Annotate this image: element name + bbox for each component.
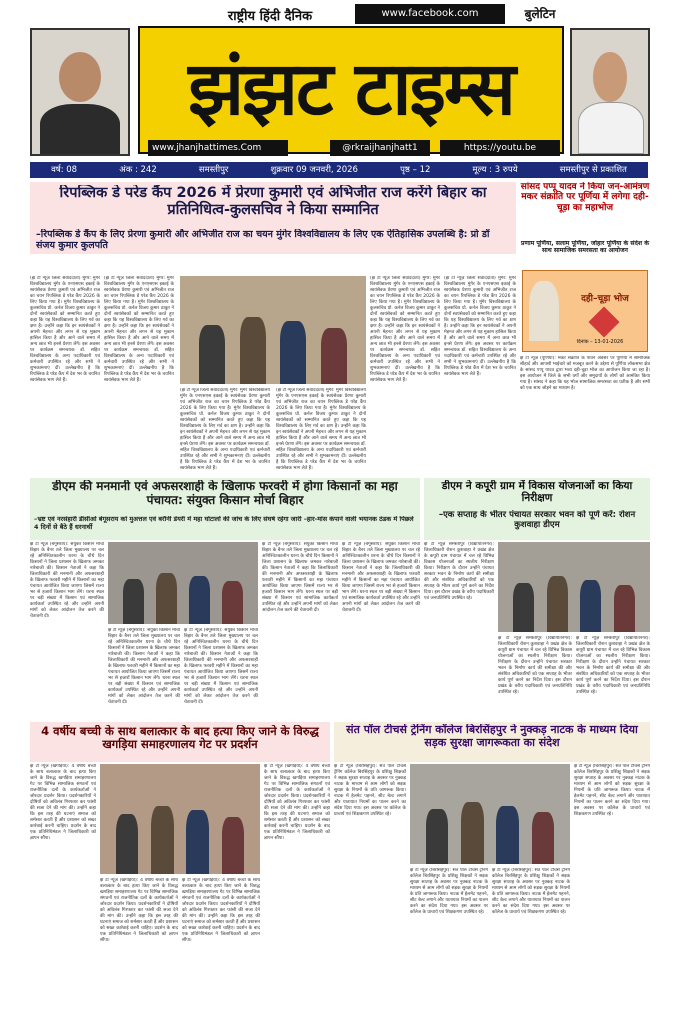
poster-person: [529, 281, 559, 341]
story3-photo: [108, 542, 258, 624]
bulletin-label: बुलेटिन: [524, 7, 556, 21]
story3-body: [30, 542, 420, 718]
story3-text-col5: झं टी न्यूज़ (बेगूसराय): संयुक्त किसान मोर्चा बिहार के बैनर तले जिला मुख्यालय पर चल रहे अनिश्चितकालीन धरना के चौथे दिन किसानों ने जिला प्रशासन के खिलाफ जमकर नारेबाजी की। किसान नेताओं ने कहा कि जिलाधिकारी की मनमानी और अफसरशाही के खिलाफ फरवरी महीने में किसानों का महा पंचायत आयोजित किया जाएगा जिसमें राज्य भर से हजारों किसान भाग लेंगे। धरना स्थल पर बड़ी संख्या में किसान एवं सामाजिक कार्यकर्ता उपस्थित रहे और उन्होंने अपनी मांगों को लेकर आंदोलन तेज करने की चेतावनी दी।: [342, 542, 420, 613]
story6-body: [334, 764, 650, 1020]
poster-kite: [588, 306, 619, 337]
editor-photo-right: [570, 28, 650, 156]
price: मूल्य : 3 रुपये: [472, 165, 518, 175]
story3-headline: डीएम की मनमानी एवं अफसरशाही के खिलाफ फरवरी में होगा किसानों का महा पंचायत: संयुक्त किसान मोर्चा बिहार: [52, 480, 398, 507]
masthead: [0, 0, 677, 160]
story1-headline: रिपब्लिक डे परेड कैंप 2026 में प्रेरणा कुमारी एवं अभिजीत राज करेंगे बिहार का प्रतिनिधित्व-कुलसचिव ने किया सम्मानित: [59, 185, 487, 218]
story1-text-col3: (झं टी न्यूज़ जिला संवाददाता) मुंगेर: मुंगेर विश्वविद्यालय मुंगेर के एनएसएस इकाई के स्वयंसेवक प्रेरणा कुमारी एवं अभिजीत राज का चयन रिपब्लिक डे परेड कैंप 2026 के लिए किया गया है। मुंगेर विश्वविद्यालय के कुलसचिव प्रो. कर्नल विजय कुमार ठाकुर ने दोनों स्वयंसेवकों को सम्मानित करते हुए कहा कि यह विश्वविद्यालय के लिए गर्व का क्षण है। उन्होंने कहा कि इन स्वयंसेवकों ने अपनी मेहनत और लगन से यह मुकाम हासिल किया है और आने वाले समय में अन्य छात्र भी इनसे प्रेरणा लेंगे। इस अवसर पर कार्यक्रम समन्वयक डॉ. सहित विश्वविद्यालय के अन्य पदाधिकारी एवं कर्मचारी उपस्थित रहे और सभी ने शुभकामनाएं दीं। उल्लेखनीय है कि रिपब्लिक डे परेड कैंप में देश भर के चयनित स्वयंसेवक भाग लेते हैं।: [180, 388, 270, 471]
volume-year: वर्ष: 08: [51, 165, 78, 175]
story5-headline: 4 वर्षीय बच्ची के साथ बलात्कार के बाद हत्या किए जाने के विरुद्ध खगड़िया समाहरणालय गेट पर प्रदर्शन: [41, 725, 319, 752]
story4-photo: [498, 542, 650, 632]
editor-photo-left: [30, 28, 130, 156]
website-link[interactable]: www.jhanjhattimes.Com: [148, 140, 288, 156]
story4-subhead: –एक सप्ताह के भीतर पंचायत सरकार भवन को पूर्ण करें: रोशन कुशवाहा डीएम: [438, 510, 636, 531]
twitter-handle[interactable]: @rkraijhanjhatt1: [330, 140, 430, 156]
page-count: पृष्ठ – 12: [400, 165, 431, 175]
story-republic-day: [30, 182, 516, 254]
story-kisan-morcha: [30, 478, 420, 540]
story1-subhead: –रिपब्लिक डे कैंप के लिए प्रेरणा कुमारी और अभिजीत राज का चयन मुंगेर विश्वविद्यालय के लिए एक ऐतिहासिक उपलब्धि है: प्रो डॉ संजय कुमार कुलपति: [36, 229, 490, 252]
youtube-link[interactable]: https://youtu.be: [440, 140, 560, 156]
story1-text-col2: (झं टी न्यूज़ जिला संवाददाता) मुंगेर: मुंगेर विश्वविद्यालय मुंगेर के एनएसएस इकाई के स्वयंसेवक प्रेरणा कुमारी एवं अभिजीत राज का चयन रिपब्लिक डे परेड कैंप 2026 के लिए किया गया है। मुंगेर विश्वविद्यालय के कुलसचिव प्रो. कर्नल विजय कुमार ठाकुर ने दोनों स्वयंसेवकों को सम्मानित करते हुए कहा कि यह विश्वविद्यालय के लिए गर्व का क्षण है। उन्होंने कहा कि इन स्वयंसेवकों ने अपनी मेहनत और लगन से यह मुकाम हासिल किया है और आने वाले समय में अन्य छात्र भी इनसे प्रेरणा लेंगे। इस अवसर पर कार्यक्रम समन्वयक डॉ. सहित विश्वविद्यालय के अन्य पदाधिकारी एवं कर्मचारी उपस्थित रहे और सभी ने शुभकामनाएं दीं। उल्लेखनीय है कि रिपब्लिक डे परेड कैंप में देश भर के चयनित स्वयंसेवक भाग लेते हैं।: [104, 276, 174, 383]
story4-headline: डीएम ने कपूरी ग्राम में विकास योजनाओं का किया निरीक्षण: [441, 480, 633, 505]
story1-photo: [180, 276, 366, 384]
story5-body: [30, 764, 330, 1020]
story-khagaria-protest: [30, 722, 330, 762]
story6-text-col4: झं टी न्यूज़ (बिरसिंहपुर): संत पॉल टीचर्स ट्रेनिंग कॉलेज बिरसिंहपुर के प्रशिक्षु शिक्षकों ने सड़क सुरक्षा सप्ताह के अवसर पर नुक्कड़ नाटक के माध्यम से आम लोगों को सड़क सुरक्षा के नियमों के प्रति जागरूक किया। नाटक में हेलमेट पहनने, सीट बेल्ट लगाने और यातायात नियमों का पालन करने का संदेश दिया गया। इस अवसर पर कॉलेज के प्राचार्य एवं शिक्षकगण उपस्थित रहे।: [574, 764, 650, 817]
story1-text-col5: (झं टी न्यूज़ जिला संवाददाता) मुंगेर: मुंगेर विश्वविद्यालय मुंगेर के एनएसएस इकाई के स्वयंसेवक प्रेरणा कुमारी एवं अभिजीत राज का चयन रिपब्लिक डे परेड कैंप 2026 के लिए किया गया है। मुंगेर विश्वविद्यालय के कुलसचिव प्रो. कर्नल विजय कुमार ठाकुर ने दोनों स्वयंसेवकों को सम्मानित करते हुए कहा कि यह विश्वविद्यालय के लिए गर्व का क्षण है। उन्होंने कहा कि इन स्वयंसेवकों ने अपनी मेहनत और लगन से यह मुकाम हासिल किया है और आने वाले समय में अन्य छात्र भी इनसे प्रेरणा लेंगे। इस अवसर पर कार्यक्रम समन्वयक डॉ. सहित विश्वविद्यालय के अन्य पदाधिकारी एवं कर्मचारी उपस्थित रहे और सभी ने शुभकामनाएं दीं। उल्लेखनीय है कि रिपब्लिक डे परेड कैंप में देश भर के चयनित स्वयंसेवक भाग लेते हैं।: [370, 276, 440, 383]
story2-text: झं टी न्यूज़ (पूर्णिया): मकर संक्रांति के पावन अवसर पर पूर्णिया में सामाजिक सौहार्द और आपसी भाईचारे को मजबूत करने के उद्देश्य से पूर्णिया लोकसभा क्षेत्र के सांसद पप्पू यादव द्वारा भव्य दही-चूड़ा भोज का आयोजन किया जा रहा है। इस आयोजन में जिले के सभी वर्गों और समुदायों के लोगों को आमंत्रित किया गया है। सांसद ने कहा कि यह भोज सामाजिक समरसता का प्रतीक है और सभी को एक साथ जोड़ने का माध्यम है।: [520, 356, 650, 391]
story4-text-col2: झं टी न्यूज़ समस्तीपुर (विद्यापतिनगर): जिलाधिकारी रोशन कुशवाहा ने प्रखंड क्षेत्र के कपूरी ग्राम पंचायत में चल रहे विभिन्न विकास योजनाओं का स्थलीय निरीक्षण किया। निरीक्षण के दौरान उन्होंने पंचायत सरकार भवन के निर्माण कार्य की समीक्षा की और संबंधित अधिकारियों को एक सप्ताह के भीतर कार्य पूर्ण करने का निर्देश दिया। इस दौरान प्रखंड के वरीय पदाधिकारी एवं जनप्रतिनिधि उपस्थित रहे।: [498, 636, 572, 695]
story3-text-col3: झं टी न्यूज़ (बेगूसराय): संयुक्त किसान मोर्चा बिहार के बैनर तले जिला मुख्यालय पर चल रहे अनिश्चितकालीन धरना के चौथे दिन किसानों ने जिला प्रशासन के खिलाफ जमकर नारेबाजी की। किसान नेताओं ने कहा कि जिलाधिकारी की मनमानी और अफसरशाही के खिलाफ फरवरी महीने में किसानों का महा पंचायत आयोजित किया जाएगा जिसमें राज्य भर से हजारों किसान भाग लेंगे। धरना स्थल पर बड़ी संख्या में किसान एवं सामाजिक कार्यकर्ता उपस्थित रहे और उन्होंने अपनी मांगों को लेकर आंदोलन तेज करने की चेतावनी दी।: [184, 628, 258, 705]
story-dm-inspection: [424, 478, 650, 540]
story-pappu-yadav: [520, 182, 650, 474]
story5-text-col3: झं टी न्यूज़ (खगड़िया): 4 वर्षीय बच्ची के साथ बलात्कार के बाद हत्या किए जाने के विरुद्ध खगड़िया समाहरणालय गेट पर विभिन्न सामाजिक संगठनों एवं राजनीतिक दलों के कार्यकर्ताओं ने जोरदार प्रदर्शन किया। प्रदर्शनकारियों ने दोषियों को अविलंब गिरफ्तार कर फांसी की सजा देने की मांग की। उन्होंने कहा कि इस तरह की घटनाएं समाज को शर्मसार करती हैं और प्रशासन को सख्त कार्रवाई करनी चाहिए। प्रदर्शन के बाद एक प्रतिनिधिमंडल ने जिलाधिकारी को ज्ञापन सौंपा।: [182, 878, 260, 943]
story-road-safety: [334, 722, 650, 762]
story6-text-col2: झं टी न्यूज़ (बिरसिंहपुर): संत पॉल टीचर्स ट्रेनिंग कॉलेज बिरसिंहपुर के प्रशिक्षु शिक्षकों ने सड़क सुरक्षा सप्ताह के अवसर पर नुक्कड़ नाटक के माध्यम से आम लोगों को सड़क सुरक्षा के नियमों के प्रति जागरूक किया। नाटक में हेलमेट पहनने, सीट बेल्ट लगाने और यातायात नियमों का पालन करने का संदेश दिया गया। इस अवसर पर कॉलेज के प्राचार्य एवं शिक्षकगण उपस्थित रहे।: [410, 868, 488, 915]
newspaper-name: झंझट टाइम्स: [188, 46, 514, 132]
story5-text-col4: झं टी न्यूज़ (खगड़िया): 4 वर्षीय बच्ची के साथ बलात्कार के बाद हत्या किए जाने के विरुद्ध खगड़िया समाहरणालय गेट पर विभिन्न सामाजिक संगठनों एवं राजनीतिक दलों के कार्यकर्ताओं ने जोरदार प्रदर्शन किया। प्रदर्शनकारियों ने दोषियों को अविलंब गिरफ्तार कर फांसी की सजा देने की मांग की। उन्होंने कहा कि इस तरह की घटनाएं समाज को शर्मसार करती हैं और प्रशासन को सख्त कार्रवाई करनी चाहिए। प्रदर्शन के बाद एक प्रतिनिधिमंडल ने जिलाधिकारी को ज्ञापन सौंपा।: [264, 764, 330, 841]
story3-text-col2: झं टी न्यूज़ (बेगूसराय): संयुक्त किसान मोर्चा बिहार के बैनर तले जिला मुख्यालय पर चल रहे अनिश्चितकालीन धरना के चौथे दिन किसानों ने जिला प्रशासन के खिलाफ जमकर नारेबाजी की। किसान नेताओं ने कहा कि जिलाधिकारी की मनमानी और अफसरशाही के खिलाफ फरवरी महीने में किसानों का महा पंचायत आयोजित किया जाएगा जिसमें राज्य भर से हजारों किसान भाग लेंगे। धरना स्थल पर बड़ी संख्या में किसान एवं सामाजिक कार्यकर्ता उपस्थित रहे और उन्होंने अपनी मांगों को लेकर आंदोलन तेज करने की चेतावनी दी।: [108, 628, 180, 705]
story4-text-col3: झं टी न्यूज़ समस्तीपुर (विद्यापतिनगर): जिलाधिकारी रोशन कुशवाहा ने प्रखंड क्षेत्र के कपूरी ग्राम पंचायत में चल रहे विभिन्न विकास योजनाओं का स्थलीय निरीक्षण किया। निरीक्षण के दौरान उन्होंने पंचायत सरकार भवन के निर्माण कार्य की समीक्षा की और संबंधित अधिकारियों को एक सप्ताह के भीतर कार्य पूर्ण करने का निर्देश दिया। इस दौरान प्रखंड के वरीय पदाधिकारी एवं जनप्रतिनिधि उपस्थित रहे।: [576, 636, 650, 695]
issue-info-bar: [30, 162, 648, 178]
story3-subhead: –भ्रष्ट एवं नरसंहारी डीसीओ बेगूसराय को मुअत्तल एवं बरौनी डेयरी में महा घोटालों की जांच के लिए संघर्ष रहेगा जारी –हार-मांस कंपाने वाली भयानक ठंडक में पिछले 4 दिनों से बैठे हैं धरनार्थी: [34, 516, 414, 531]
story4-text-col1: झं टी न्यूज़ समस्तीपुर (विद्यापतिनगर): जिलाधिकारी रोशन कुशवाहा ने प्रखंड क्षेत्र के कपूरी ग्राम पंचायत में चल रहे विभिन्न विकास योजनाओं का स्थलीय निरीक्षण किया। निरीक्षण के दौरान उन्होंने पंचायत सरकार भवन के निर्माण कार्य की समीक्षा की और संबंधित अधिकारियों को एक सप्ताह के भीतर कार्य पूर्ण करने का निर्देश दिया। इस दौरान प्रखंड के वरीय पदाधिकारी एवं जनप्रतिनिधि उपस्थित रहे।: [424, 542, 494, 601]
story2-headline: सांसद पप्पू यादव ने किया जन-आमंत्रण मकर संक्रांति पर पूर्णिया में लगेगा दही-चूड़ा का महाभोज: [520, 182, 650, 213]
story1-text-col1: (झं टी न्यूज़ जिला संवाददाता) मुंगेर: मुंगेर विश्वविद्यालय मुंगेर के एनएसएस इकाई के स्वयंसेवक प्रेरणा कुमारी एवं अभिजीत राज का चयन रिपब्लिक डे परेड कैंप 2026 के लिए किया गया है। मुंगेर विश्वविद्यालय के कुलसचिव प्रो. कर्नल विजय कुमार ठाकुर ने दोनों स्वयंसेवकों को सम्मानित करते हुए कहा कि यह विश्वविद्यालय के लिए गर्व का क्षण है। उन्होंने कहा कि इन स्वयंसेवकों ने अपनी मेहनत और लगन से यह मुकाम हासिल किया है और आने वाले समय में अन्य छात्र भी इनसे प्रेरणा लेंगे। इस अवसर पर कार्यक्रम समन्वयक डॉ. सहित विश्वविद्यालय के अन्य पदाधिकारी एवं कर्मचारी उपस्थित रहे और सभी ने शुभकामनाएं दीं। उल्लेखनीय है कि रिपब्लिक डे परेड कैंप में देश भर के चयनित स्वयंसेवक भाग लेते हैं।: [30, 276, 100, 383]
published-from: समस्तीपुर से प्रकाशित: [559, 165, 627, 175]
story5-text-col1: झं टी न्यूज़ (खगड़िया): 4 वर्षीय बच्ची के साथ बलात्कार के बाद हत्या किए जाने के विरुद्ध खगड़िया समाहरणालय गेट पर विभिन्न सामाजिक संगठनों एवं राजनीतिक दलों के कार्यकर्ताओं ने जोरदार प्रदर्शन किया। प्रदर्शनकारियों ने दोषियों को अविलंब गिरफ्तार कर फांसी की सजा देने की मांग की। उन्होंने कहा कि इस तरह की घटनाएं समाज को शर्मसार करती हैं और प्रशासन को सख्त कार्रवाई करनी चाहिए। प्रदर्शन के बाद एक प्रतिनिधिमंडल ने जिलाधिकारी को ज्ञापन सौंपा।: [30, 764, 96, 841]
city: समस्तीपुर: [198, 165, 229, 175]
issue-date: शुक्रवार 09 जनवरी, 2026: [270, 165, 358, 175]
story3-text-col4: झं टी न्यूज़ (बेगूसराय): संयुक्त किसान मोर्चा बिहार के बैनर तले जिला मुख्यालय पर चल रहे अनिश्चितकालीन धरना के चौथे दिन किसानों ने जिला प्रशासन के खिलाफ जमकर नारेबाजी की। किसान नेताओं ने कहा कि जिलाधिकारी की मनमानी और अफसरशाही के खिलाफ फरवरी महीने में किसानों का महा पंचायत आयोजित किया जाएगा जिसमें राज्य भर से हजारों किसान भाग लेंगे। धरना स्थल पर बड़ी संख्या में किसान एवं सामाजिक कार्यकर्ता उपस्थित रहे और उन्होंने अपनी मांगों को लेकर आंदोलन तेज करने की चेतावनी दी।: [262, 542, 338, 613]
issue-number: अंक : 242: [119, 165, 157, 175]
story6-photo: [410, 764, 570, 864]
story6-headline: संत पॉल टीचर्स ट्रेनिंग कॉलेज बिरसिंहपुर ने नुक्कड़ नाटक के माध्यम दिया सड़क सुरक्षा जागरूकता का संदेश: [346, 724, 638, 749]
story2-subhead: प्रणाम पूर्णिया, सलाम पूर्णिया, जोहार पूर्णिया के संदेश के साथ सामाजिक समरसता का आयोजन: [520, 240, 650, 255]
poster-date: दिनांक – 13-01-2026: [576, 339, 624, 345]
story1-body: [30, 256, 516, 474]
story6-text-col3: झं टी न्यूज़ (बिरसिंहपुर): संत पॉल टीचर्स ट्रेनिंग कॉलेज बिरसिंहपुर के प्रशिक्षु शिक्षकों ने सड़क सुरक्षा सप्ताह के अवसर पर नुक्कड़ नाटक के माध्यम से आम लोगों को सड़क सुरक्षा के नियमों के प्रति जागरूक किया। नाटक में हेलमेट पहनने, सीट बेल्ट लगाने और यातायात नियमों का पालन करने का संदेश दिया गया। इस अवसर पर कॉलेज के प्राचार्य एवं शिक्षकगण उपस्थित रहे।: [492, 868, 570, 915]
story1-text-col4: (झं टी न्यूज़ जिला संवाददाता) मुंगेर: मुंगेर विश्वविद्यालय मुंगेर के एनएसएस इकाई के स्वयंसेवक प्रेरणा कुमारी एवं अभिजीत राज का चयन रिपब्लिक डे परेड कैंप 2026 के लिए किया गया है। मुंगेर विश्वविद्यालय के कुलसचिव प्रो. कर्नल विजय कुमार ठाकुर ने दोनों स्वयंसेवकों को सम्मानित करते हुए कहा कि यह विश्वविद्यालय के लिए गर्व का क्षण है। उन्होंने कहा कि इन स्वयंसेवकों ने अपनी मेहनत और लगन से यह मुकाम हासिल किया है और आने वाले समय में अन्य छात्र भी इनसे प्रेरणा लेंगे। इस अवसर पर कार्यक्रम समन्वयक डॉ. सहित विश्वविद्यालय के अन्य पदाधिकारी एवं कर्मचारी उपस्थित रहे और सभी ने शुभकामनाएं दीं। उल्लेखनीय है कि रिपब्लिक डे परेड कैंप में देश भर के चयनित स्वयंसेवक भाग लेते हैं।: [276, 388, 366, 471]
newspaper-nameplate: [138, 26, 564, 154]
facebook-link[interactable]: www.facebook.com: [355, 4, 505, 24]
tagline: राष्ट्रीय हिंदी दैनिक: [227, 9, 313, 24]
story4-body: [424, 542, 650, 718]
story2-poster: [522, 270, 648, 352]
story6-text-col1: झं टी न्यूज़ (बिरसिंहपुर): संत पॉल टीचर्स ट्रेनिंग कॉलेज बिरसिंहपुर के प्रशिक्षु शिक्षकों ने सड़क सुरक्षा सप्ताह के अवसर पर नुक्कड़ नाटक के माध्यम से आम लोगों को सड़क सुरक्षा के नियमों के प्रति जागरूक किया। नाटक में हेलमेट पहनने, सीट बेल्ट लगाने और यातायात नियमों का पालन करने का संदेश दिया गया। इस अवसर पर कॉलेज के प्राचार्य एवं शिक्षकगण उपस्थित रहे।: [334, 764, 406, 817]
story3-text-col1: झं टी न्यूज़ (बेगूसराय): संयुक्त किसान मोर्चा बिहार के बैनर तले जिला मुख्यालय पर चल रहे अनिश्चितकालीन धरना के चौथे दिन किसानों ने जिला प्रशासन के खिलाफ जमकर नारेबाजी की। किसान नेताओं ने कहा कि जिलाधिकारी की मनमानी और अफसरशाही के खिलाफ फरवरी महीने में किसानों का महा पंचायत आयोजित किया जाएगा जिसमें राज्य भर से हजारों किसान भाग लेंगे। धरना स्थल पर बड़ी संख्या में किसान एवं सामाजिक कार्यकर्ता उपस्थित रहे और उन्होंने अपनी मांगों को लेकर आंदोलन तेज करने की चेतावनी दी।: [30, 542, 104, 619]
story5-text-col2: झं टी न्यूज़ (खगड़िया): 4 वर्षीय बच्ची के साथ बलात्कार के बाद हत्या किए जाने के विरुद्ध खगड़िया समाहरणालय गेट पर विभिन्न सामाजिक संगठनों एवं राजनीतिक दलों के कार्यकर्ताओं ने जोरदार प्रदर्शन किया। प्रदर्शनकारियों ने दोषियों को अविलंब गिरफ्तार कर फांसी की सजा देने की मांग की। उन्होंने कहा कि इस तरह की घटनाएं समाज को शर्मसार करती हैं और प्रशासन को सख्त कार्रवाई करनी चाहिए। प्रदर्शन के बाद एक प्रतिनिधिमंडल ने जिलाधिकारी को ज्ञापन सौंपा।: [100, 878, 178, 943]
story1-text-col6: (झं टी न्यूज़ जिला संवाददाता) मुंगेर: मुंगेर विश्वविद्यालय मुंगेर के एनएसएस इकाई के स्वयंसेवक प्रेरणा कुमारी एवं अभिजीत राज का चयन रिपब्लिक डे परेड कैंप 2026 के लिए किया गया है। मुंगेर विश्वविद्यालय के कुलसचिव प्रो. कर्नल विजय कुमार ठाकुर ने दोनों स्वयंसेवकों को सम्मानित करते हुए कहा कि यह विश्वविद्यालय के लिए गर्व का क्षण है। उन्होंने कहा कि इन स्वयंसेवकों ने अपनी मेहनत और लगन से यह मुकाम हासिल किया है और आने वाले समय में अन्य छात्र भी इनसे प्रेरणा लेंगे। इस अवसर पर कार्यक्रम समन्वयक डॉ. सहित विश्वविद्यालय के अन्य पदाधिकारी एवं कर्मचारी उपस्थित रहे और सभी ने शुभकामनाएं दीं। उल्लेखनीय है कि रिपब्लिक डे परेड कैंप में देश भर के चयनित स्वयंसेवक भाग लेते हैं।: [444, 276, 516, 377]
story5-photo: [100, 764, 260, 874]
poster-title: दही–चूड़ा भोज: [581, 294, 629, 304]
